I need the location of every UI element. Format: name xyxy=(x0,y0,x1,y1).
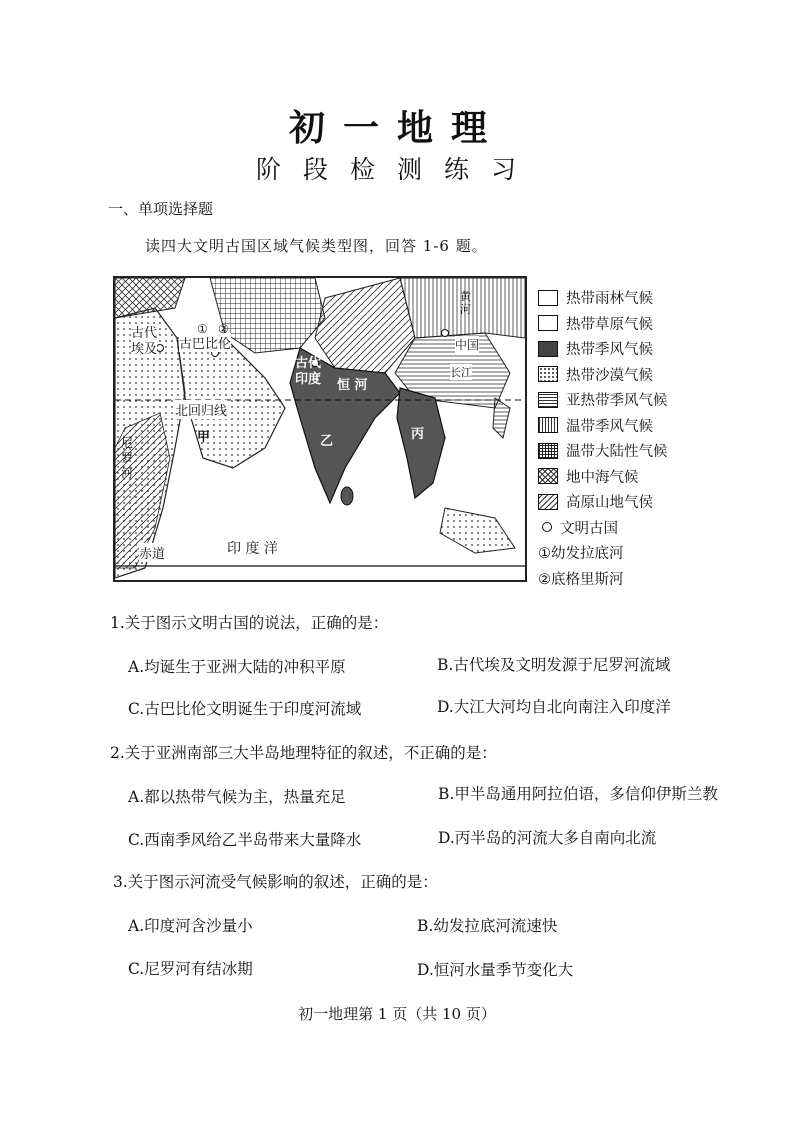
climate-map xyxy=(113,276,527,582)
map-label-tropic: 北回归线 xyxy=(175,400,227,419)
page-subtitle: 阶段检测练习 xyxy=(255,155,538,184)
legend-swatch-icon xyxy=(538,315,558,331)
civilization-circle-icon xyxy=(542,522,552,532)
legend-label: ①幼发拉底河 xyxy=(538,546,624,563)
legend-label: 亚热带季风气候 xyxy=(566,393,668,410)
map-label-yangtze: 长江 xyxy=(450,366,472,379)
map-label-bing: 丙 xyxy=(411,427,425,442)
question-1-option-b: B.古代埃及文明发源于尼罗河流域 xyxy=(437,656,671,674)
legend-swatch-icon xyxy=(538,468,558,484)
plateau-zone xyxy=(315,278,415,373)
legend-item xyxy=(538,311,738,337)
legend-item xyxy=(538,336,738,362)
legend-swatch-icon xyxy=(538,290,558,306)
question-2-option-b: B.甲半岛通用阿拉伯语，多信仰伊斯兰教 xyxy=(438,785,718,803)
map-marker-2: ② xyxy=(218,322,229,336)
map-marker-1: ① xyxy=(197,322,208,336)
mediterranean-zone xyxy=(115,278,185,318)
legend-label: 温带大陆性气候 xyxy=(566,444,668,461)
civ-egypt-marker xyxy=(157,345,164,352)
legend-item xyxy=(538,464,738,490)
legend-item xyxy=(538,285,738,311)
question-2-option-c: C.西南季风给乙半岛带来大量降水 xyxy=(128,831,362,849)
legend-item xyxy=(538,387,738,413)
legend-swatch-icon xyxy=(538,417,558,433)
section-heading: 一、单项选择题 xyxy=(108,200,214,218)
map-label-equator: 赤道 xyxy=(139,543,165,562)
map-label-ganges: 恒 河 xyxy=(337,378,368,393)
legend-label: 温带季风气候 xyxy=(566,418,653,435)
map-label-nile: 尼 罗 河 xyxy=(121,436,134,480)
legend-item xyxy=(538,566,738,592)
map-label-india: 古代 印度 xyxy=(295,356,322,387)
map-label-jia: 甲 xyxy=(197,430,211,445)
map-label-yi: 乙 xyxy=(320,434,334,449)
sri-lanka xyxy=(341,487,353,505)
legend-item xyxy=(538,413,738,439)
question-2-stem: 2.关于亚洲南部三大半岛地理特征的叙述，不正确的是： xyxy=(110,744,497,762)
map-label-china: 中国 xyxy=(455,338,480,352)
climate-map-svg xyxy=(115,278,525,580)
map-label-yellow-river: 黄 河 xyxy=(460,290,471,316)
map-label-egypt: 古代 埃及 xyxy=(131,326,158,357)
legend-label: 热带沙漠气候 xyxy=(566,367,653,384)
legend-item xyxy=(538,489,738,515)
legend-swatch-icon xyxy=(538,341,558,357)
question-1-option-c: C.古巴比伦文明诞生于印度河流域 xyxy=(128,700,362,718)
southeast-islands xyxy=(440,508,515,553)
legend-item xyxy=(538,362,738,388)
question-3-option-d: D.恒河水量季节变化大 xyxy=(417,961,574,979)
indochina-peninsula xyxy=(397,388,445,498)
legend-label: 文明古国 xyxy=(560,520,618,537)
legend-swatch-icon xyxy=(538,392,558,408)
legend-label: ②底格里斯河 xyxy=(538,571,624,588)
legend-item xyxy=(538,515,738,541)
question-1-option-a: A.均诞生于亚洲大陆的冲积平原 xyxy=(128,658,346,676)
legend-label: 热带季风气候 xyxy=(566,342,653,359)
map-label-ocean: 印 度 洋 xyxy=(227,538,278,558)
legend-label: 热带雨林气候 xyxy=(566,291,653,308)
legend-swatch-icon xyxy=(538,443,558,459)
legend-label: 热带草原气候 xyxy=(566,316,653,333)
legend-label: 高原山地气侯 xyxy=(566,495,653,512)
legend-swatch-icon xyxy=(538,366,558,382)
map-legend xyxy=(538,285,738,591)
question-2-option-d: D.丙半岛的河流大多自南向北流 xyxy=(438,829,657,847)
question-1-option-d: D.大江大河均自北向南注入印度洋 xyxy=(437,698,671,716)
legend-item xyxy=(538,438,738,464)
legend-item xyxy=(538,540,738,566)
taiwan-island xyxy=(493,398,510,438)
civ-china-marker xyxy=(442,330,449,337)
question-1-stem: 1.关于图示文明古国的说法，正确的是： xyxy=(110,614,389,632)
legend-swatch-icon xyxy=(538,494,558,510)
question-3-option-a: A.印度河含沙量小 xyxy=(128,917,253,935)
page-footer: 初一地理第 1 页（共 10 页） xyxy=(298,1005,496,1023)
map-label-babylon: 古巴比伦 xyxy=(179,333,231,352)
page-title: 初一地理 xyxy=(288,107,505,149)
question-3-option-c: C.尼罗河有结冰期 xyxy=(128,960,253,978)
question-intro: 读四大文明古国区域气候类型图，回答 1-6 题。 xyxy=(145,237,488,255)
question-3-option-b: B.幼发拉底河流速快 xyxy=(417,917,558,935)
question-3-stem: 3.关于图示河流受气候影响的叙述，正确的是： xyxy=(113,873,438,891)
legend-label: 地中海气候 xyxy=(566,469,639,486)
question-2-option-a: A.都以热带气候为主，热量充足 xyxy=(128,788,346,806)
